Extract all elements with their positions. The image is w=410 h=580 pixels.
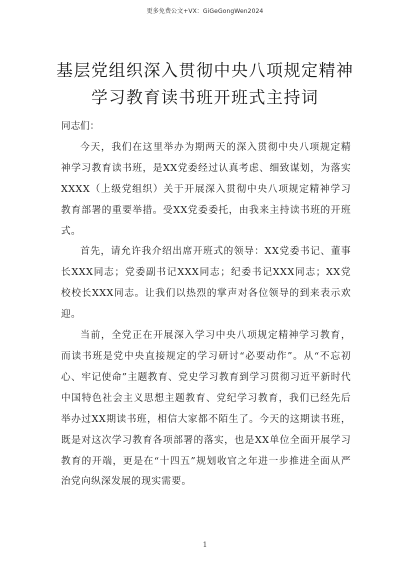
paragraph-opening: 今天，我们在这里举办为期两天的深入贯彻中央八项规定精神学习教育读书班，是XX党委经过认真考虑、细致谋划，为落实XXXX（上级党组织）关于开展深入贯彻中央八项规定精神学习教育部署的重要举措。受XX党委委托，由我来主持读书班的开班式。	[61, 141, 351, 237]
document-body	[61, 117, 351, 493]
paragraph-introductions: 首先，请允许我介绍出席开班式的领导：XX党委书记、董事长XXX同志；党委副书记XXX同志；纪委书记XXX同志；XX党校校长XXX同志。让我们以热烈的掌声对各位领导的到来表示欢迎。	[61, 246, 351, 321]
header-note: 更多免费公文+VX：GiGeGongWen2024	[146, 8, 264, 15]
document-title-line-2: 学习教育读书班开班式主持词	[91, 88, 319, 107]
salutation: 同志们：	[61, 121, 100, 132]
paragraph-context: 当前，全党正在开展深入学习中央八项规定精神学习教育，而读书班是党中央直接规定的学习研讨“必要动作”。从“不忘初心、牢记使命”主题教育、党史学习教育到学习贯彻习近平新时代中国特色社会主义思想主题教育、党纪学习教育，我们已经先后举办过XX期读书班，相信大家都不陌生了。今天的这期读书班，既是对这次学习教育各项部署的落实，也是XX单位全面开展学习教育的开端，更是在“十四五”规划收官之年进一步推进全面从严治党向纵深发展的现实需要。	[61, 330, 351, 488]
page-number: 1	[202, 541, 208, 549]
document-title-line-1: 基层党组织深入贯彻中央八项规定精神	[56, 61, 354, 80]
